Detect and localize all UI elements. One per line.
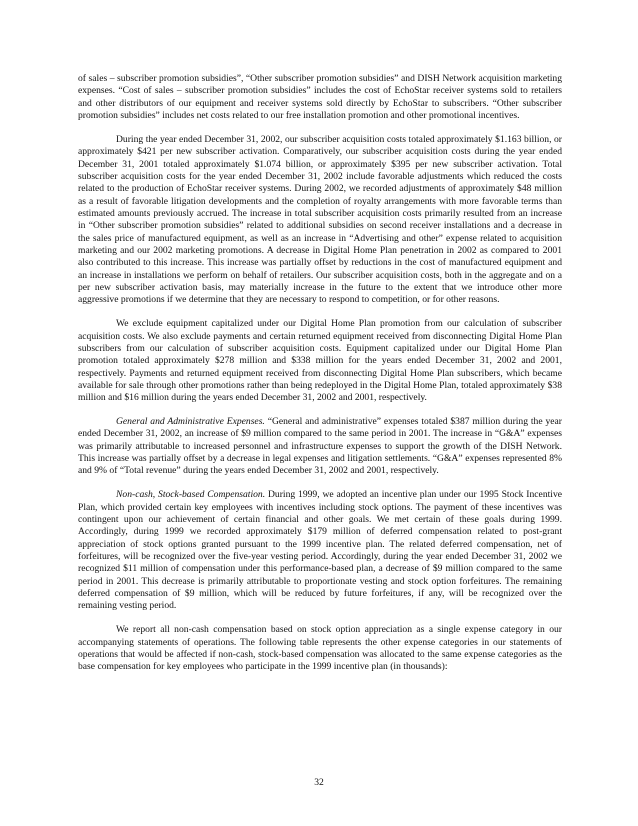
- paragraph-sac-2002: During the year ended December 31, 2002, our subscriber acquisition costs totaled approximately $1.163 billion, or approximately $421 per new subscriber activation. Comparatively, our subscriber acquisition costs during the year ended December 31, 2001 totaled approximately $1.074 billion, or approximately $395 per new subscriber activation. Total subscriber acquisition costs for the year ended December 31, 2002 include favorable adjustments which reduced the costs related to the production of EchoStar receiver systems. During 2002, we recorded adjustments of approximately $48 million as a result of favorable litigation developments and the completion of royalty arrangements with more favorable terms than estimated amounts previously accrued. The increase in total subscriber acquisition costs primarily resulted from an increase in “Other subscriber promotion subsidies” related to additional subsidies on second receiver installations and a decrease in the sales price of manufactured equipment, as well as an increase in “Advertising and other” expense related to acquisition marketing and our 2002 marketing promotions. A decrease in Digital Home Plan penetration in 2002 as compared to 2001 also contributed to this increase. This increase was partially offset by reductions in the cost of manufactured equipment and an increase in installations we perform on behalf of retailers. Our subscriber acquisition costs, both in the aggregate and on a per new subscriber activation basis, may materially increase in the future to the extent that we introduce other more aggressive promotions if we determine that they are necessary to respond to competition, or for other reasons.: [78, 133, 562, 306]
- paragraph-sac-definition: of sales – subscriber promotion subsidies”, “Other subscriber promotion subsidies” and DISH Network acquisition marketing expenses. “Cost of sales – subscriber promotion subsidies” includes the cost of EchoStar receiver systems sold to retailers and other distributors of our equipment and receiver systems sold directly by EchoStar to subscribers. “Other subscriber promotion subsidies” includes net costs related to our free installation promotion and other promotional incentives.: [78, 73, 562, 122]
- page-number: 32: [314, 777, 324, 788]
- paragraph-digital-home-plan: We exclude equipment capitalized under our Digital Home Plan promotion from our calculation of subscriber acquisition costs. We also exclude payments and certain returned equipment received from disconnecting Digital Home Plan subscribers from our calculation of subscriber acquisition costs. Equipment capitalized under our Digital Home Plan promotion totaled approximately $278 million and $338 million for the years ended December 31, 2002 and 2001, respectively. Payments and returned equipment received from disconnecting Digital Home Plan subscribers, which became available for sale through other promotions rather than being redeployed in the Digital Home Plan, totaled approximately $38 million and $16 million during the years ended December 31, 2002 and 2001, respectively.: [78, 318, 562, 404]
- paragraph-ga-body: “General and administrative” expenses totaled $387 million during the year ended December 31, 2002, an increase of $9 million compared to the same period in 2001. The increase in “G&A” expenses was primarily attributable to increased personnel and infrastructure expenses to support the growth of the DISH Network. This increase was partially offset by a decrease in legal expenses and litigation settlements. “G&A” expenses represented 8% and 9% of “Total revenue” during the years ended December 31, 2002 and 2001, respectively.: [78, 416, 562, 477]
- paragraph-general-administrative: [78, 416, 562, 478]
- paragraph-stock-comp-body: During 1999, we adopted an incentive plan under our 1995 Stock Incentive Plan, which provided certain key employees with incentives including stock options. The payment of these incentives was contingent upon our achievement of certain financial and other goals. We met certain of these goals during 1999. Accordingly, during 1999 we recorded approximately $179 million of deferred compensation related to post-grant appreciation of stock options granted pursuant to the 1999 incentive plan. The related deferred compensation, net of forfeitures, will be recognized over the five-year vesting period. Accordingly, during the year ended December 31, 2002 we recognized $11 million of compensation under this performance-based plan, a decrease of $9 million compared to the same period in 2001. This decrease is primarily attributable to proportionate vesting and stock option forfeitures. The remaining deferred compensation of $9 million, which will be reduced by future forfeitures, if any, will be recognized over the remaining vesting period.: [78, 489, 563, 612]
- section-heading-stock-comp: Non-cash, Stock-based Compensation.: [116, 489, 266, 501]
- paragraph-noncash-report: We report all non-cash compensation based on stock option appreciation as a single expense category in our accompanying statements of operations. The following table represents the other expense categories in our statements of operations that would be affected if non-cash, stock-based compensation was allocated to the same expense categories as the base compensation for key employees who participate in the 1999 incentive plan (in thousands):: [78, 624, 562, 673]
- document-body: [78, 73, 562, 685]
- section-heading-ga: General and Administrative Expenses.: [116, 416, 265, 428]
- paragraph-stock-compensation: [78, 489, 562, 612]
